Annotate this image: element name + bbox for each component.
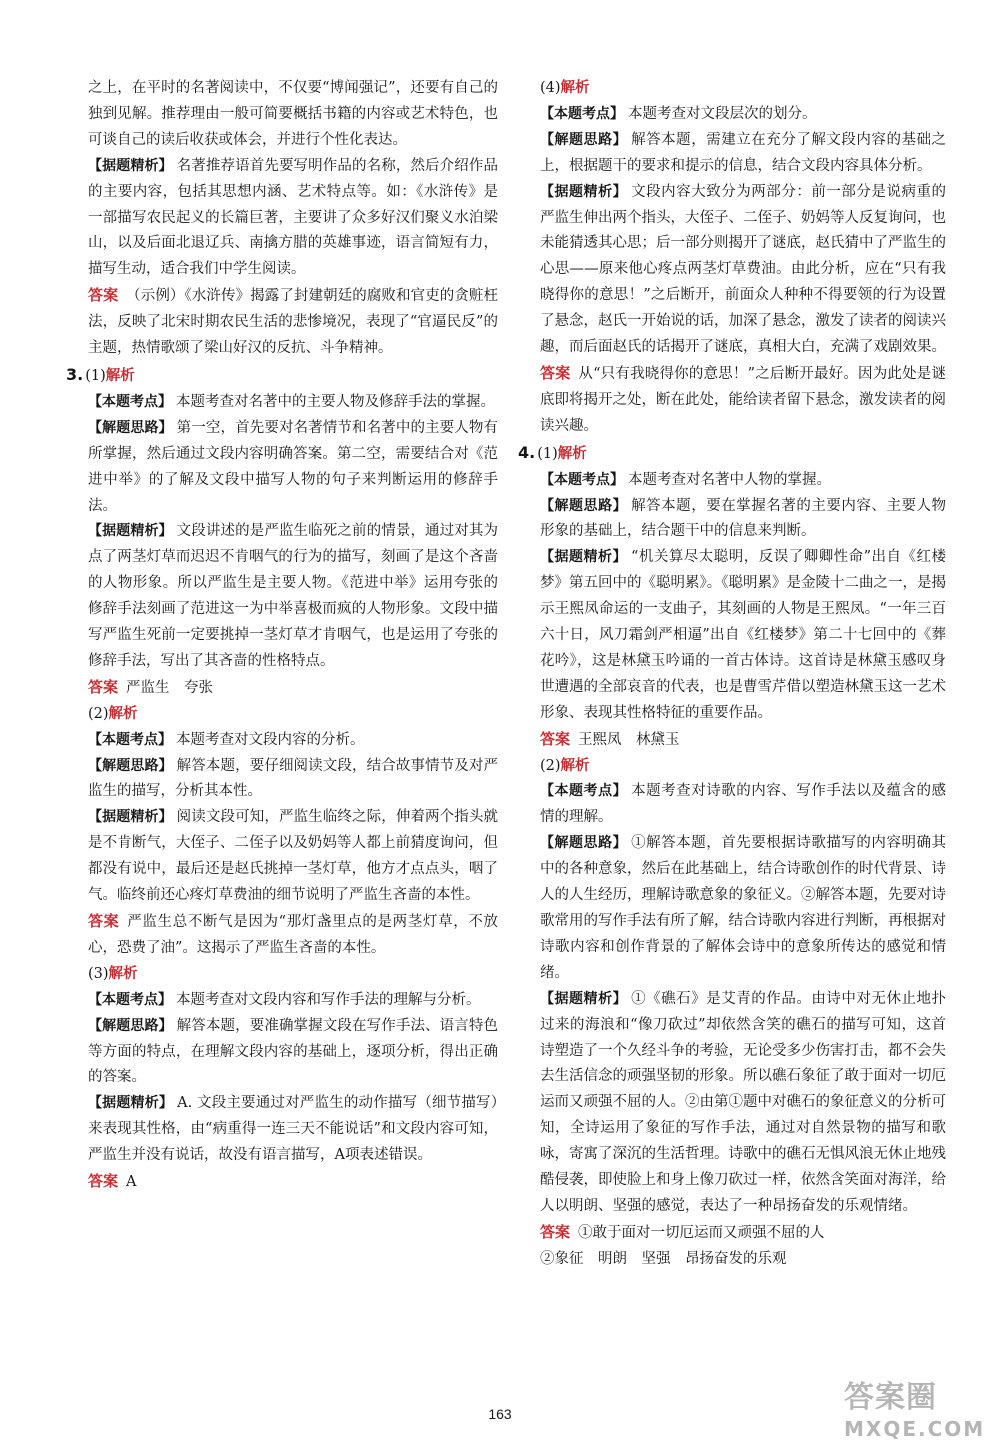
q3-4-point: 【本题考点】 本题考查对文段层次的划分。	[540, 105, 817, 122]
question-number: 3.	[66, 364, 84, 384]
q4-2-point: 【本题考点】 本题考查对诗歌的内容、写作手法以及蕴含的感情的理解。	[540, 783, 947, 826]
q4-1-heading: 4. (1)解析	[518, 442, 587, 462]
watermark-logo	[844, 1380, 992, 1450]
q3-4-idea: 【解题思路】 解答本题，需建立在充分了解文段内容的基础之上，根据题干的要求和提示的信息，结合文段内容具体分析。	[540, 131, 947, 174]
q4-1-answer: 答案 王熙凤 林黛玉	[540, 729, 680, 748]
intro-paragraph: 之上，在平时的名著阅读中，不仅要“博闻强记”，还要有自己的独到见解。推荐理由一般可简要概括书籍的内容或艺术特色，也可谈自己的读后收获或体会，并进行个性化表达。	[88, 80, 498, 148]
q4-2-idea: 【解题思路】 ①解答本题，首先要根据诗歌描写的内容明确其中的各种意象，然后在此基础上，结合诗歌创作的时代背景、诗人的人生经历，理解诗歌意象的象征义。②解答本题，先要对诗歌常用的写作手法有所了解，结合诗歌内容进行判断，再根据对诗歌内容和创作背景的了解体会诗中的意象所传达的感觉和情绪。	[540, 835, 947, 981]
q3-4-analysis: 【据题精析】 文段内容大致分为两部分：前一部分是说病重的严监生伸出两个指头，大侄子、二侄子、奶妈等人反复询问，也未能猜透其心思；后一部分则揭开了谜底，赵氏猜中了严监生的心思——原来他心疼点两茎灯草费油。由此分析，应在“只有我晓得你的意思！”之后断开，前面众人种种不得要领的行为设置了悬念，赵氏一开始说的话，加深了悬念，激发了读者的阅读兴趣，而后面赵氏的话揭开了谜底，真相大白，充满了戏剧效果。	[540, 183, 947, 356]
q4-1-idea: 【解题思路】 解答本题，要在掌握名著的主要内容、主要人物形象的基础上，结合题干中的信息来判断。	[540, 497, 947, 540]
q4-1-analysis: 【据题精析】 “机关算尽太聪明，反误了卿卿性命”出自《红楼梦》第五回中的《聪明累》。《聪明累》是金陵十二曲之一，是揭示王熙凤命运的一支曲子，其刻画的人物是王熙凤。“一年三百六十日，风刀霜剑严相逼”出自《红楼梦》第二十七回中的《葬花吟》，这是林黛玉吟诵的一首古体诗。这首诗是林黛玉感叹身世遭遇的全部哀音的代表，也是曹雪芹借以塑造林黛玉这一艺术形象、表现其性格特征的重要作品。	[540, 549, 947, 721]
q3-4-answer: 答案 从“只有我晓得你的意思！”之后断开最好。因为此处是谜底即将揭开之处，断在此处，能给读者留下悬念，激发读者的阅读兴趣。	[540, 363, 946, 434]
watermark-top-text: 答案圈	[844, 1380, 937, 1415]
q3-2-answer: 答案 严监生总不断气是因为“那灯盏里点的是两茎灯草，不放心，恐费了油”。这揭示了严监生吝啬的本性。	[88, 912, 498, 956]
q3-1-analysis: 【据题精析】 文段讲述的是严监生临死之前的情景，通过对其为点了两茎灯草而迟迟不肯咽气的行为的描写，刻画了是这个吝啬的人物形象。所以严监生是主要人物。《范进中举》运用夸张的修辞手法刻画了范进这一为中举喜极而疯的人物形象。文段中描写严监生死前一定要挑掉一茎灯草才肯咽气，也是运用了夸张的修辞手法，写出了其吝啬的性格特点。	[88, 523, 499, 669]
q3-2-idea: 【解题思路】 解答本题，要仔细阅读文段，结合故事情节及对严监生的描写，分析其本性。	[88, 757, 499, 800]
question-number: 4.	[518, 442, 536, 462]
q3-1-heading: 3. (1)解析	[66, 364, 135, 384]
q4-2-heading: (2)解析	[540, 757, 590, 774]
right-column	[518, 76, 947, 1273]
q3-3-heading: (3)解析	[88, 965, 138, 982]
answer-label: 答案	[88, 286, 119, 305]
q3-2-analysis: 【据题精析】 阅读文段可知，严监生临终之际，伸着两个指头就是不肯断气，大侄子、二侄子以及奶妈等人都上前猜度询问，但都没有说中，最后还是赵氏挑掉一茎灯草，他方才点点头，咽了气。临终前还心疼灯草费油的细节说明了严监生吝啬的本性。	[88, 809, 499, 904]
q3-1-point: 【本题考点】 本题考查对名著中的主要人物及修辞手法的掌握。	[88, 393, 495, 410]
q4-2-analysis: 【据题精析】 ①《礁石》是艾青的作品。由诗中对无休止地扑过来的海浪和“像刀砍过”却依然含笑的礁石的描写可知，这首诗塑造了一个久经斗争的考验，无论受多少伤害打击，都不会失去生活信念的顽强坚韧的形象。所以礁石象征了敢于面对一切厄运而又顽强不屈的人。②由第①题中对礁石的象征意义的分析可知，全诗运用了象征的写作手法，通过对自然景物的描写和歌咏，寄寓了深沉的生活哲理。诗歌中的礁石无惧风浪无休止地残酷侵袭，即使脸上和身上像刀砍过一样，依然含笑面对海洋，给人以明朗、坚强的感觉，表达了一种昂扬奋发的乐观情绪。	[540, 990, 947, 1214]
watermark-bottom-text: MXQE.COM	[844, 1417, 986, 1441]
q2-analysis: 【据题精析】 名著推荐语首先要写明作品的名称，然后介绍作品的主要内容，包括其思想内涵、艺术特点等。如：《水浒传》是一部描写农民起义的长篇巨著，主要讲了众多好汉们聚义水泊梁山，以及后面北退辽兵、南擒方腊的英雄事迹，语言简短有力，描写生动，适合我们中学生阅读。	[88, 157, 499, 278]
q3-3-idea: 【解题思路】 解答本题，要准确掌握文段在写作手法、语言特色等方面的特点，在理解文段内容的基础上，逐项分析，得出正确的答案。	[88, 1017, 499, 1086]
page-number: 163	[488, 1406, 512, 1422]
q3-1-answer: 答案 严监生 夸张	[88, 677, 214, 696]
q3-2-point: 【本题考点】 本题考查对文段内容的分析。	[88, 731, 365, 748]
q4-1-point: 【本题考点】 本题考查对名著中人物的掌握。	[540, 471, 831, 488]
q3-4-heading: (4)解析	[540, 80, 590, 96]
left-column	[66, 76, 499, 1196]
q3-3-analysis: 【据题精析】 A. 文段主要通过对严监生的动作描写（细节描写）来表现其性格，由“病重得一连三天不能说话”和文段内容可知，严监生并没有说话，故没有语言描写，A项表述错误。	[88, 1095, 498, 1164]
q2-answer: 答案 （示例）《水浒传》揭露了封建朝廷的腐败和官吏的贪赃枉法，反映了北宋时期农民生活的悲惨境况，表现了“官逼民反”的主题，热情歌颂了梁山好汉的反抗、斗争精神。	[88, 286, 498, 357]
q3-3-point: 【本题考点】 本题考查对文段内容和写作手法的理解与分析。	[88, 991, 481, 1008]
analysis-label: 【据题精析】	[88, 157, 173, 174]
q4-2-answer-continued: ②象征 明朗 坚强 昂扬奋发的乐观	[540, 1250, 787, 1267]
jiexi-label: 解析	[105, 367, 135, 384]
q4-2-answer: 答案 ①敢于面对一切厄运而又顽强不屈的人	[540, 1222, 825, 1241]
q3-2-heading: (2)解析	[88, 705, 138, 722]
q3-1-idea: 【解题思路】 第一空，首先要对名著情节和名著中的主要人物有所掌握，然后通过文段内容明确答案。第二空，需要结合对《范进中举》的了解及文段中描写人物的句子来判断运用的修辞手法。	[88, 419, 499, 514]
q3-3-answer: 答案 A	[88, 1172, 137, 1191]
